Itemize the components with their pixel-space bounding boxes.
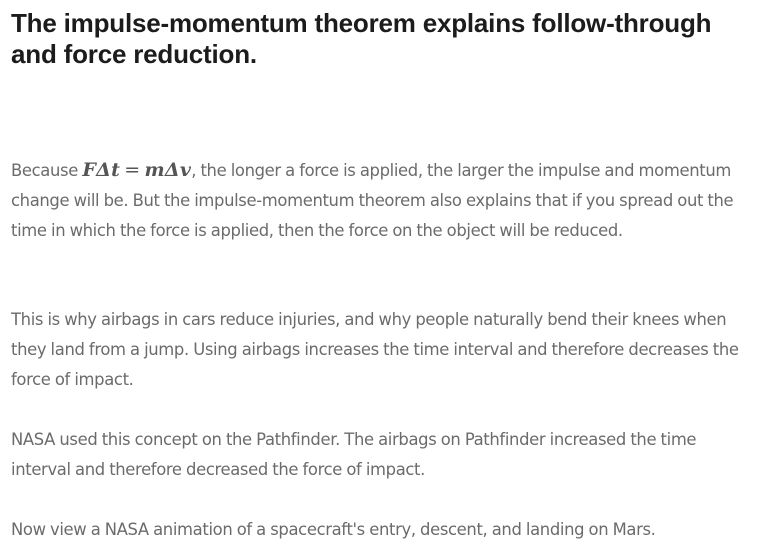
impulse-formula — [82, 159, 191, 181]
paragraph-1-prefix: Because — [11, 161, 83, 180]
paragraph-airbags: This is why airbags in cars reduce injuries, and why people naturally bend their knees when they land from a jump. Using airbags increases the time interval and therefore decreases the force of impact. — [11, 310, 739, 389]
paragraph-pathfinder: NASA used this concept on the Pathfinder. The airbags on Pathfinder increased the time interval and therefore decreased the force of impact. — [11, 430, 697, 479]
content-area — [11, 8, 751, 539]
formula-right: mΔv — [144, 159, 192, 181]
paragraph-nasa-animation: Now view a NASA animation of a spacecraft's entry, descent, and landing on Mars. — [11, 520, 656, 539]
section-heading: The impulse-momentum theorem explains follow-through and force reduction. — [11, 8, 712, 69]
paragraph-impulse-formula — [11, 155, 751, 246]
formula-equals: = — [124, 159, 141, 181]
formula-left: FΔt — [82, 159, 121, 181]
paragraph-1-suffix: , the longer a force is applied, the larger the impulse and momentum change will be. But the impulse-momentum theorem also explains that if you spread out the time in which the force is applied, then the force on the object will be reduced. — [11, 161, 734, 240]
